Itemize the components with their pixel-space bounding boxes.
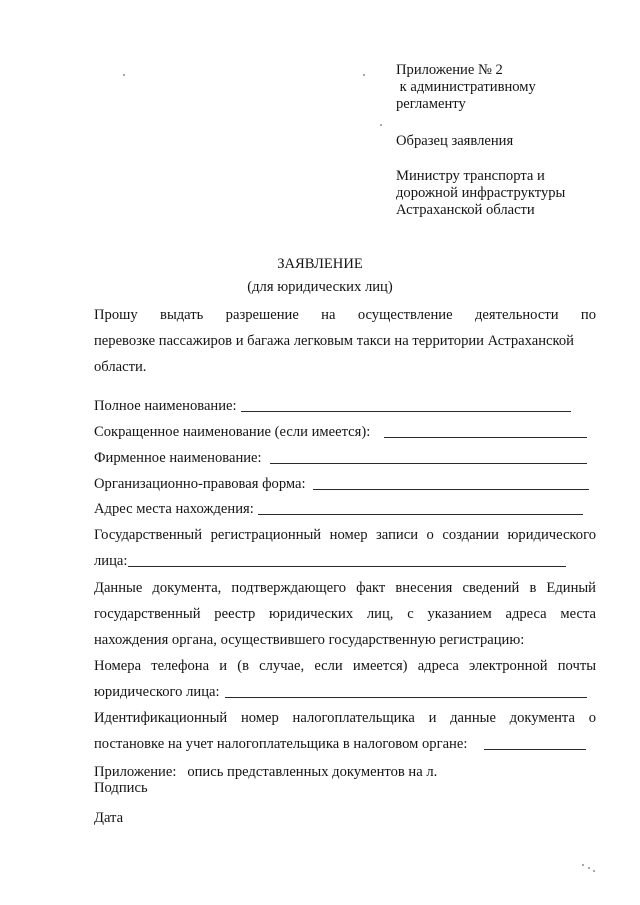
addressee-line-2: дорожной инфраструктуры <box>396 185 566 201</box>
inn-line-2: постановке на учет налогоплательщика в налоговом органе: <box>94 736 468 752</box>
contacts-line-1: Номера телефона и (в случае, если имеется) адреса электронной почты <box>94 658 596 674</box>
full-name-line[interactable] <box>241 411 571 412</box>
contacts-line-2: юридического лица: <box>94 684 220 700</box>
legal-form-line[interactable] <box>313 489 589 490</box>
inn-line[interactable] <box>484 749 586 750</box>
brand-name-line[interactable] <box>270 463 587 464</box>
scan-speck <box>380 124 382 126</box>
addressee-block <box>396 168 565 219</box>
legal-form-label: Организационно-правовая форма: <box>94 476 306 492</box>
scan-speck <box>588 867 590 869</box>
appendix-line-2: к административному <box>396 79 536 95</box>
attachment-note: Приложение: опись представленных документов на л. <box>94 764 438 780</box>
sample-label: Образец заявления <box>396 133 514 149</box>
egrul-line-3: нахождения органа, осуществившего государственную регистрацию: <box>94 632 525 648</box>
scan-speck <box>123 74 125 76</box>
short-name-label: Сокращенное наименование (если имеется): <box>94 424 371 440</box>
full-name-label: Полное наименование: <box>94 398 237 414</box>
appendix-line-1: Приложение № 2 <box>396 62 503 78</box>
address-line[interactable] <box>258 514 583 515</box>
addressee-line-1: Министру транспорта и <box>396 168 545 184</box>
short-name-line[interactable] <box>384 437 587 438</box>
request-line-3: области. <box>94 359 147 375</box>
document-title: ЗАЯВЛЕНИЕ <box>277 256 363 272</box>
contacts-line[interactable] <box>225 697 587 698</box>
signature-label: Подпись <box>94 780 148 796</box>
reg-number-line[interactable] <box>128 566 566 567</box>
reg-number-line-2: лица: <box>94 553 128 569</box>
addressee-line-3: Астраханской области <box>396 202 535 218</box>
egrul-line-1: Данные документа, подтверждающего факт внесения сведений в Единый <box>94 580 596 596</box>
appendix-block <box>396 62 536 113</box>
request-line-2: перевозке пассажиров и багажа легковым такси на территории Астраханской <box>94 333 574 349</box>
scan-speck <box>363 74 365 76</box>
date-label: Дата <box>94 810 124 826</box>
inn-line-1: Идентификационный номер налогоплательщика и данные документа о <box>94 710 596 726</box>
appendix-line-3: регламенту <box>396 96 466 112</box>
brand-name-label: Фирменное наименование: <box>94 450 262 466</box>
document-subtitle: (для юридических лиц) <box>247 279 393 295</box>
scan-speck <box>593 870 595 872</box>
address-label: Адрес места нахождения: <box>94 501 254 517</box>
scan-speck <box>582 864 584 866</box>
egrul-line-2: государственный реестр юридических лиц, с указанием адреса места <box>94 606 596 622</box>
reg-number-line-1: Государственный регистрационный номер записи о создании юридического <box>94 527 596 543</box>
request-line-1: Прошу выдать разрешение на осуществление деятельности по <box>94 307 596 323</box>
